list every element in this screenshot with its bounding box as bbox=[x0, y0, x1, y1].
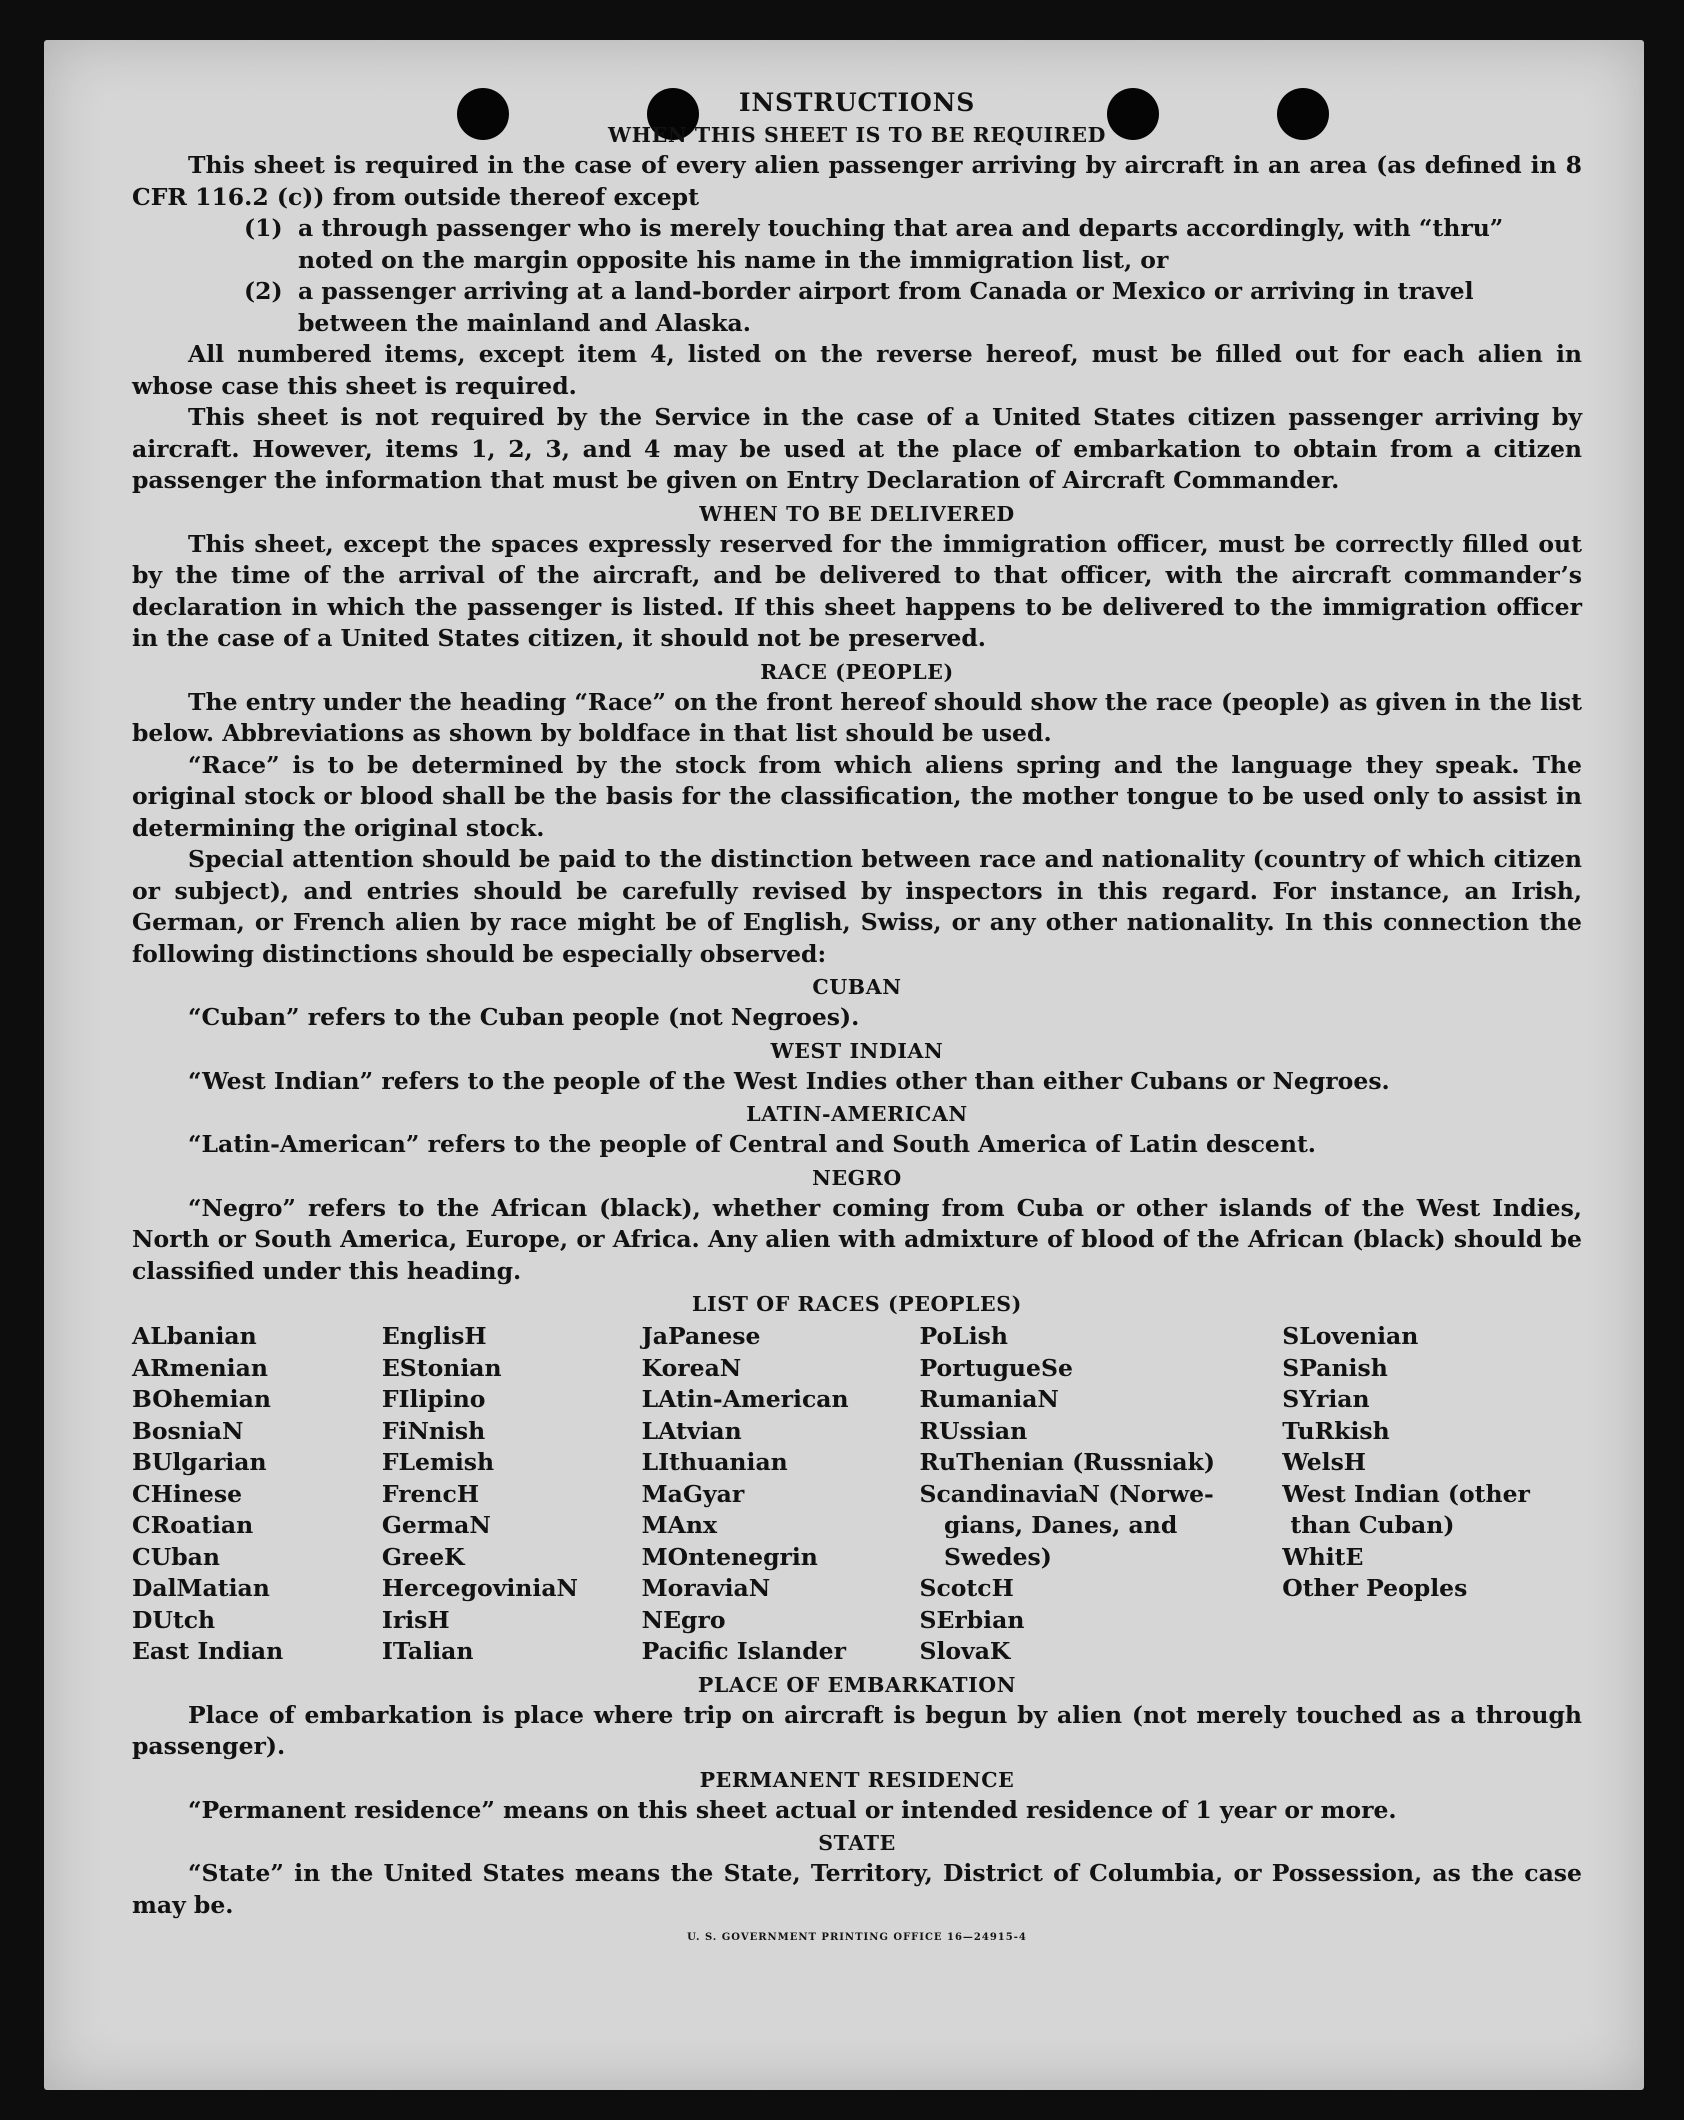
race-entry: TuRkish bbox=[1282, 1416, 1390, 1445]
race-entry: GreeK bbox=[381, 1542, 465, 1571]
citizen-paragraph: This sheet is not required by the Service in the case of a United States citizen passenger arriving by aircraft. However, items 1, 2, 3, and 4 may be used at the place of embarkation to obtain from a citizen passenger the information that must be given on Entry Declaration of Aircraft Commander. bbox=[132, 403, 1582, 494]
document-page bbox=[44, 40, 1644, 2090]
item-text: a passenger arriving at a land-border airport from Canada or Mexico or arriving in travel between the mainland and Alaska. bbox=[298, 277, 1474, 337]
race-entry: RumaniaN bbox=[919, 1385, 1059, 1413]
race-entry: DalMatian bbox=[132, 1574, 270, 1602]
race-entry: NEgro bbox=[641, 1605, 726, 1634]
embarkation-paragraph: Place of embarkation is place where trip on aircraft is begun by alien (not merely touched as a through passenger). bbox=[132, 1700, 1582, 1760]
page-title: INSTRUCTIONS bbox=[738, 88, 976, 117]
latin-american-definition: “Latin-American” refers to the people of Central and South America of Latin descent. bbox=[188, 1130, 1316, 1158]
section-heading-permanent-residence: PERMANENT RESIDENCE bbox=[699, 1767, 1015, 1792]
race-entry: SPanish bbox=[1282, 1353, 1388, 1382]
race-paragraph-3: Special attention should be paid to the distinction between race and nationality (country of which citizen or subject), and entries should be carefully revised by inspectors in this regard. For instance, an Irish, German, or French alien by race might be of English, Swiss, or any other nationality. In this connection the following distinctions should be especially observed: bbox=[132, 845, 1582, 968]
race-entry: DUtch bbox=[132, 1605, 216, 1634]
race-entry: FrencH bbox=[381, 1479, 480, 1508]
race-paragraph-1: The entry under the heading “Race” on the front hereof should show the race (people) as given in the list below. Abbreviations as shown by boldface in that list should be used. bbox=[132, 687, 1582, 747]
race-entry: FLemish bbox=[381, 1448, 495, 1476]
race-column-3 bbox=[642, 1321, 920, 1668]
race-entry: Other Peoples bbox=[1282, 1574, 1468, 1602]
race-entry: Pacific Islander bbox=[641, 1637, 846, 1665]
race-entry: IrisH bbox=[381, 1605, 450, 1634]
race-entry: East Indian bbox=[132, 1637, 284, 1665]
instructions-content bbox=[132, 86, 1582, 1945]
section-heading-state: STATE bbox=[818, 1831, 896, 1855]
race-entry: ALbanian bbox=[132, 1322, 257, 1350]
residence-paragraph: “Permanent residence” means on this sheet actual or intended residence of 1 year or more. bbox=[188, 1795, 1397, 1824]
race-entry: PortugueSe bbox=[919, 1353, 1073, 1382]
delivered-paragraph: This sheet, except the spaces expressly reserved for the immigration officer, must be correctly filled out by the time of the arrival of the aircraft, and be delivered to that officer, with the aircraft commander’s declaration in which the passenger is listed. If this sheet happens to be delivered to the immigration officer in the case of a United States citizen, it should not be preserved. bbox=[132, 529, 1582, 652]
race-entry: MaGyar bbox=[641, 1479, 745, 1508]
race-entry: ARmenian bbox=[132, 1353, 268, 1382]
race-entry: ScotcH bbox=[919, 1574, 1014, 1602]
race-column-4 bbox=[919, 1321, 1282, 1668]
section-heading-place-of-embarkation: PLACE OF EMBARKATION bbox=[697, 1672, 1017, 1697]
race-entry: LAtin-American bbox=[641, 1385, 849, 1413]
race-entry: RuThenian (Russniak) bbox=[919, 1448, 1215, 1476]
race-entry: LIthuanian bbox=[641, 1448, 788, 1476]
item-number: (2) bbox=[244, 277, 283, 305]
race-entry: RUssian bbox=[919, 1416, 1028, 1445]
numbered-items-paragraph: All numbered items, except item 4, listed on the reverse hereof, must be filled out for each alien in whose case this sheet is required. bbox=[132, 340, 1582, 400]
printer-imprint: U. S. GOVERNMENT PRINTING OFFICE 16—24915-4 bbox=[687, 1932, 1027, 1943]
race-column-1 bbox=[132, 1321, 382, 1668]
race-entry: BosniaN bbox=[132, 1416, 244, 1445]
section-heading-negro: NEGRO bbox=[812, 1165, 902, 1190]
section-heading-cuban: CUBAN bbox=[812, 975, 902, 999]
race-entry: West Indian (other bbox=[1282, 1479, 1530, 1508]
race-entry: CRoatian bbox=[132, 1511, 254, 1539]
race-entry: EnglisH bbox=[381, 1322, 487, 1350]
negro-definition: “Negro” refers to the African (black), whether coming from Cuba or other islands of the West Indies, North or South America, Europe, or Africa. Any alien with admixture of blood of the African (black) should be classified under this heading. bbox=[132, 1193, 1582, 1285]
state-paragraph: “State” in the United States means the State, Territory, District of Columbia, or Possession, as the case may be. bbox=[132, 1859, 1582, 1919]
race-entry: CUban bbox=[132, 1542, 220, 1571]
race-entry: EStonian bbox=[381, 1353, 502, 1382]
race-column-2 bbox=[382, 1321, 642, 1668]
item-number: (1) bbox=[244, 214, 283, 242]
race-entry: HercegoviniaN bbox=[381, 1574, 579, 1602]
race-entry: CHinese bbox=[132, 1479, 243, 1508]
race-entry: SLovenian bbox=[1282, 1322, 1419, 1350]
west-indian-definition: “West Indian” refers to the people of the West Indies other than either Cubans or Negroes. bbox=[188, 1066, 1390, 1095]
race-entry: GermaN bbox=[381, 1511, 491, 1539]
race-entry: KoreaN bbox=[641, 1353, 742, 1382]
race-paragraph-2: “Race” is to be determined by the stock from which aliens spring and the language they speak. The original stock or blood shall be the basis for the classification, the mother tongue to be used only to assist in determining the original stock. bbox=[132, 750, 1582, 842]
race-entry: PoLish bbox=[919, 1322, 1008, 1350]
required-intro: This sheet is required in the case of every alien passenger arriving by aircraft in an area (as defined in 8 CFR 116.2 (c)) from outside thereof except bbox=[132, 151, 1582, 211]
race-entry: BUlgarian bbox=[132, 1448, 267, 1476]
exception-item-1 bbox=[132, 213, 1582, 276]
race-entry: MoraviaN bbox=[641, 1574, 771, 1602]
section-heading-when-required: WHEN THIS SHEET IS TO BE REQUIRED bbox=[608, 123, 1106, 147]
race-entry: SErbian bbox=[919, 1605, 1025, 1634]
race-entry: SYrian bbox=[1282, 1385, 1370, 1413]
race-entry: MOntenegrin bbox=[641, 1542, 818, 1571]
race-entry: JaPanese bbox=[641, 1322, 761, 1350]
race-entry: SlovaK bbox=[919, 1637, 1011, 1665]
race-entry: Swedes) bbox=[919, 1542, 1052, 1571]
exception-item-2 bbox=[132, 276, 1582, 339]
item-text: a through passenger who is merely touching that area and departs accordingly, with “thru” noted on the margin opposite his name in the immigration list, or bbox=[298, 214, 1504, 274]
race-entry: ITalian bbox=[381, 1637, 474, 1665]
race-entry: gians, Danes, and bbox=[919, 1511, 1178, 1539]
race-entry: BOhemian bbox=[132, 1385, 271, 1413]
race-entry: LAtvian bbox=[641, 1416, 742, 1445]
race-entry: WelsH bbox=[1282, 1448, 1367, 1476]
race-column-5 bbox=[1282, 1321, 1582, 1668]
cuban-definition: “Cuban” refers to the Cuban people (not Negroes). bbox=[188, 1003, 860, 1031]
section-heading-list-of-races: LIST OF RACES (PEOPLES) bbox=[692, 1292, 1022, 1316]
race-list bbox=[132, 1321, 1582, 1668]
section-heading-when-delivered: WHEN TO BE DELIVERED bbox=[699, 501, 1015, 526]
race-entry: WhitE bbox=[1282, 1542, 1364, 1571]
race-entry: FiNnish bbox=[381, 1416, 486, 1445]
race-entry: than Cuban) bbox=[1282, 1511, 1455, 1539]
race-entry: MAnx bbox=[641, 1511, 717, 1539]
race-entry: ScandinaviaN (Norwe- bbox=[919, 1479, 1214, 1508]
race-entry: FIlipino bbox=[381, 1385, 486, 1413]
section-heading-west-indian: WEST INDIAN bbox=[770, 1038, 944, 1063]
section-heading-race: RACE (PEOPLE) bbox=[760, 659, 954, 684]
section-heading-latin-american: LATIN-AMERICAN bbox=[746, 1102, 968, 1126]
